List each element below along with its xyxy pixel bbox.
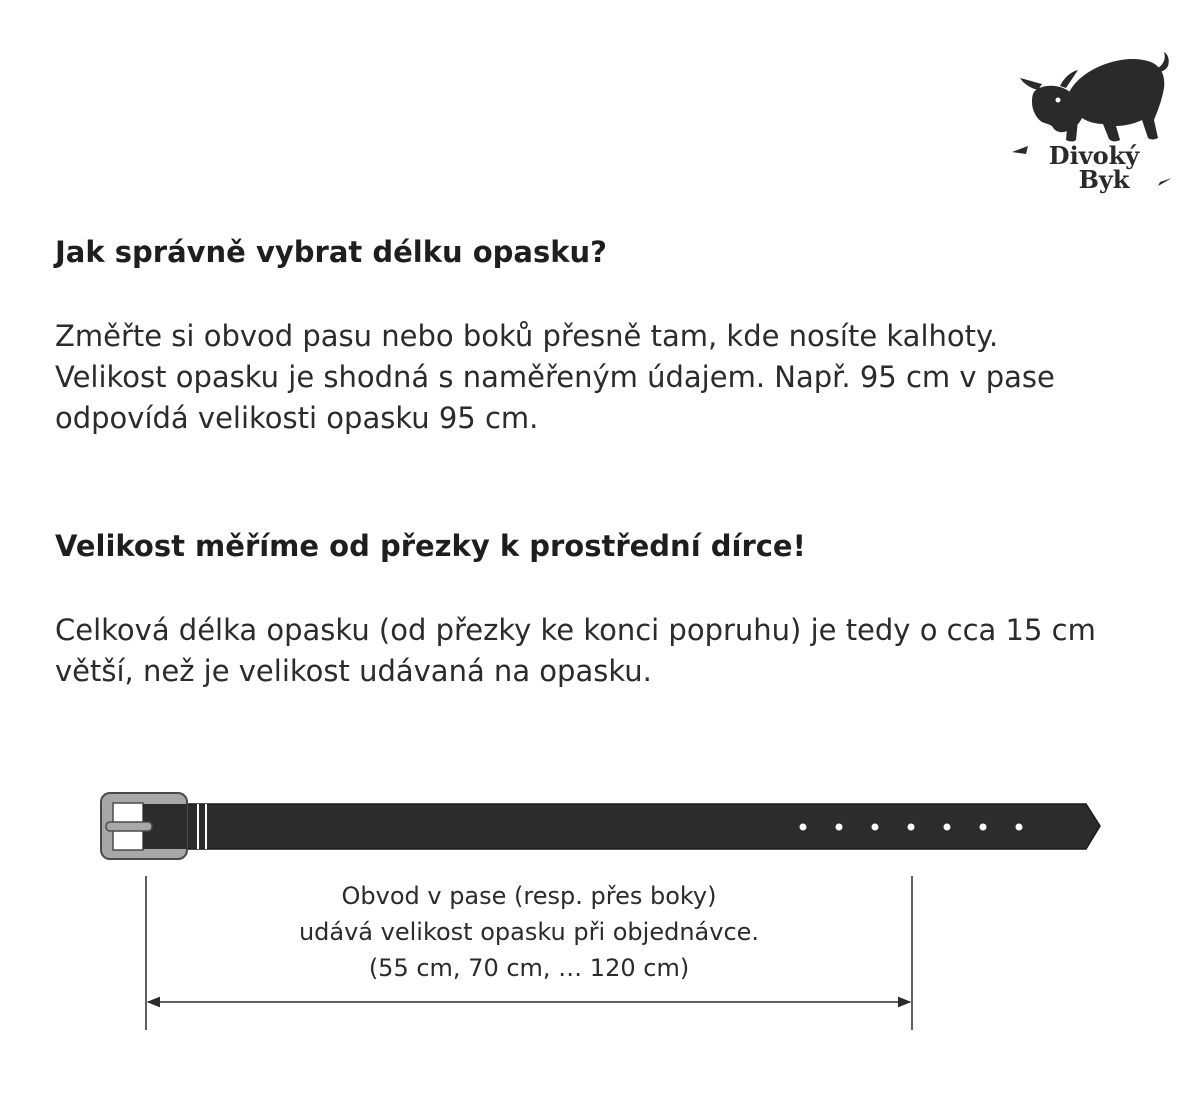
logo-flourish-right <box>1158 178 1172 186</box>
belt-hole <box>800 824 807 831</box>
paragraph-line: Celková délka opasku (od přezky ke konci popruhu) je tedy o cca 15 cm <box>55 613 1096 647</box>
caption-line: udává velikost opasku při objednávce. <box>298 918 760 946</box>
belt-hole <box>836 824 843 831</box>
logo-flourish-left <box>1012 146 1028 154</box>
paragraph-line: větší, než je velikost udávaná na opasku. <box>55 654 652 688</box>
divoky-byk-logo <box>1008 40 1172 200</box>
measurement-caption <box>146 878 912 986</box>
section-heading-choose-length: Jak správně vybrat délku opasku? <box>55 235 608 269</box>
belt-illustration <box>96 788 1106 862</box>
section-paragraph-measure-waist <box>55 316 1055 439</box>
belt-hole <box>908 824 915 831</box>
belt-hole <box>980 824 987 831</box>
paragraph-line: Velikost opasku je shodná s naměřeným údajem. Např. 95 cm v pase <box>55 360 1055 394</box>
belt-strap <box>184 804 1100 849</box>
section-paragraph-total-length <box>55 610 1096 692</box>
buckle-prong <box>106 822 152 831</box>
belt-hole <box>1016 824 1023 831</box>
belt-hole <box>944 824 951 831</box>
logo-text-line2: Byk <box>1078 165 1130 194</box>
logo-text-line1: Divoký <box>1048 141 1140 170</box>
caption-line: (55 cm, 70 cm, … 120 cm) <box>368 954 690 982</box>
belt-hole <box>872 824 879 831</box>
section-heading-measure-from-buckle: Velikost měříme od přezky k prostřední dírce! <box>55 529 806 563</box>
paragraph-line: Změřte si obvod pasu nebo boků přesně tam, kde nosíte kalhoty. <box>55 319 999 353</box>
bull-icon <box>1020 52 1169 142</box>
bull-eye-icon <box>1056 98 1061 103</box>
paragraph-line: odpovídá velikosti opasku 95 cm. <box>55 401 539 435</box>
caption-line: Obvod v pase (resp. přes boky) <box>341 882 717 910</box>
